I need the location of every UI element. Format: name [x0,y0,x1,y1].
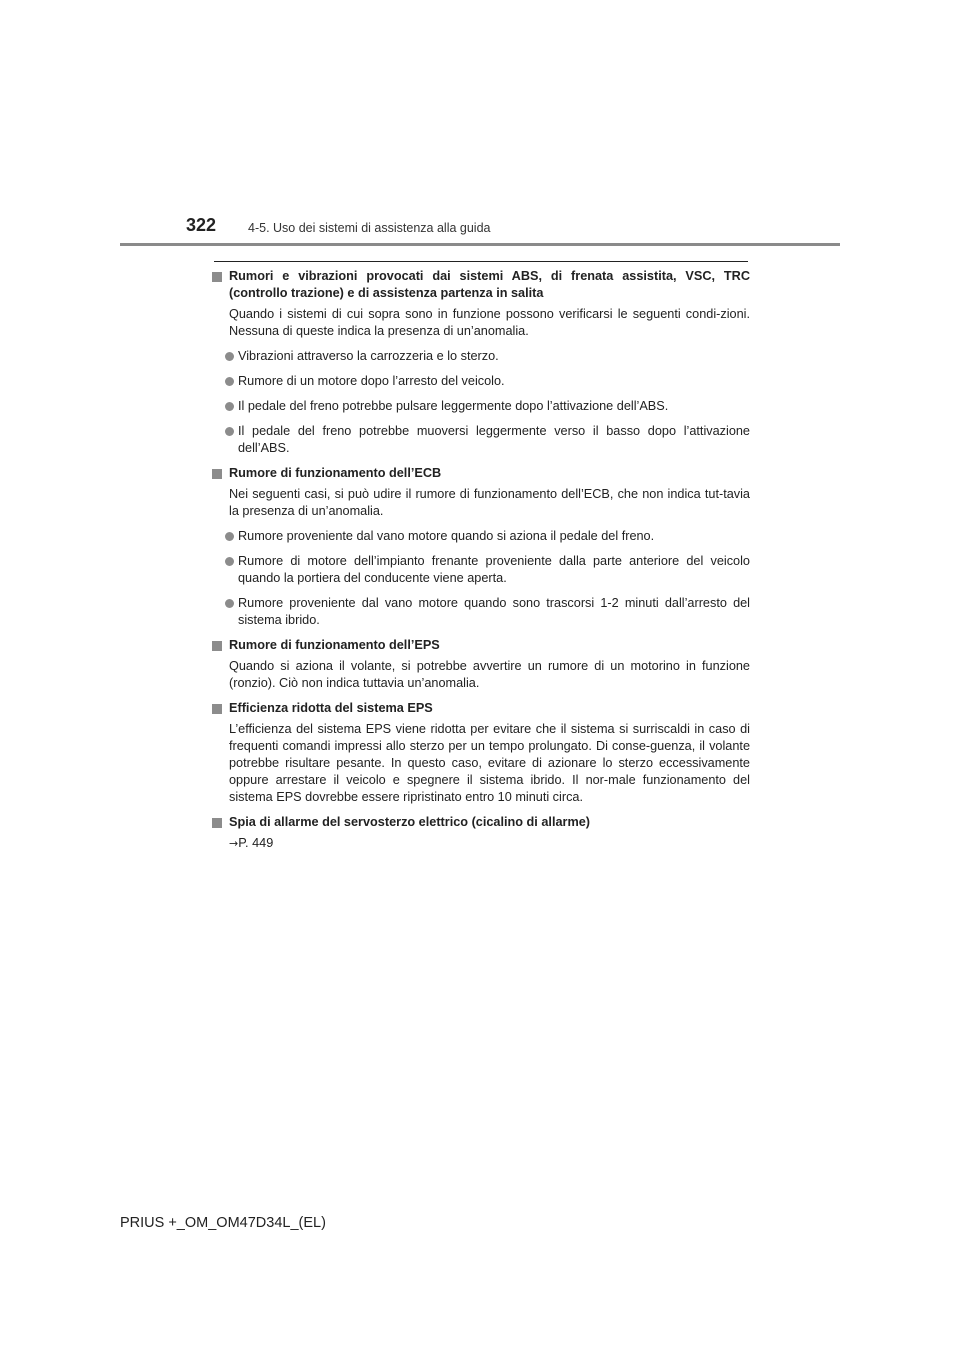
square-bullet-icon [212,818,222,828]
page-reference-link[interactable] [212,835,750,852]
block-title-eps-efficiency: Efficienza ridotta del sistema EPS [212,700,750,717]
block-text: Nei seguenti casi, si può udire il rumore di funzionamento dell’ECB, che non indica tut-tavia la presenza di un’anomalia. [229,487,750,518]
list-item: Il pedale del freno potrebbe pulsare leggermente dopo l’attivazione dell’ABS. [212,398,750,415]
list-item: Vibrazioni attraverso la carrozzeria e lo sterzo. [212,348,750,365]
block-title-ecb-noise: Rumore di funzionamento dell’ECB [212,465,750,482]
block-title-abs-noise: Rumori e vibrazioni provocati dai sistemi ABS, di frenata assistita, VSC, TRC (controllo trazione) e di assistenza partenza in salita [212,268,750,302]
circle-bullet-icon [225,352,234,361]
list-item: Rumore di motore dell’impianto frenante proveniente dalla parte anteriore del veicolo quando la portiera del conducente viene aperta. [212,553,750,587]
square-bullet-icon [212,469,222,479]
section-title: 4-5. Uso dei sistemi di assistenza alla guida [248,221,491,235]
list-item: Il pedale del freno potrebbe muoversi leggermente verso il basso dopo l’attivazione dell’ABS. [212,423,750,457]
circle-bullet-icon [225,532,234,541]
circle-bullet-icon [225,427,234,436]
block-title-eps-warning: Spia di allarme del servosterzo elettrico (cicalino di allarme) [212,814,750,831]
square-bullet-icon [212,704,222,714]
circle-bullet-icon [225,402,234,411]
block-title-eps-noise: Rumore di funzionamento dell’EPS [212,637,750,654]
list-item: Rumore proveniente dal vano motore quando si aziona il pedale del freno. [212,528,750,545]
circle-bullet-icon [225,599,234,608]
block-text: Quando i sistemi di cui sopra sono in funzione possono verificarsi le seguenti condi-zioni. Nessuna di queste indica la presenza di un’anomalia. [229,307,750,338]
circle-bullet-icon [225,557,234,566]
list-item: Rumore di un motore dopo l’arresto del veicolo. [212,373,750,390]
content-rule [214,261,748,262]
header-rule [120,243,840,246]
arrow-right-icon: → [229,837,239,850]
square-bullet-icon [212,272,222,282]
square-bullet-icon [212,641,222,651]
page-number: 322 [186,215,217,235]
page-reference-text: P. 449 [238,836,274,850]
list-item: Rumore proveniente dal vano motore quando sono trascorsi 1-2 minuti dall’arresto del sistema ibrido. [212,595,750,629]
block-text: Quando si aziona il volante, si potrebbe avvertire un rumore di un motorino in funzione (ronzio). Ciò non indica tuttavia un’anomalia. [229,659,750,690]
document-code: PRIUS +_OM_OM47D34L_(EL) [120,1215,326,1231]
content [212,268,750,852]
circle-bullet-icon [225,377,234,386]
block-text: L’efficienza del sistema EPS viene ridotta per evitare che il sistema si surriscaldi in caso di frequenti comandi impressi allo sterzo per un tempo prolungato. Di conse-guenza, il volante potrebbe risultare pesante. In questo caso, evitare di azionare lo sterzo eccessivamente oppure arrestare il veicolo e spegnere il sistema ibrido. Il nor-male funzionamento del sistema EPS dovrebbe essere ripristinato entro 10 minuti circa. [229,722,750,804]
